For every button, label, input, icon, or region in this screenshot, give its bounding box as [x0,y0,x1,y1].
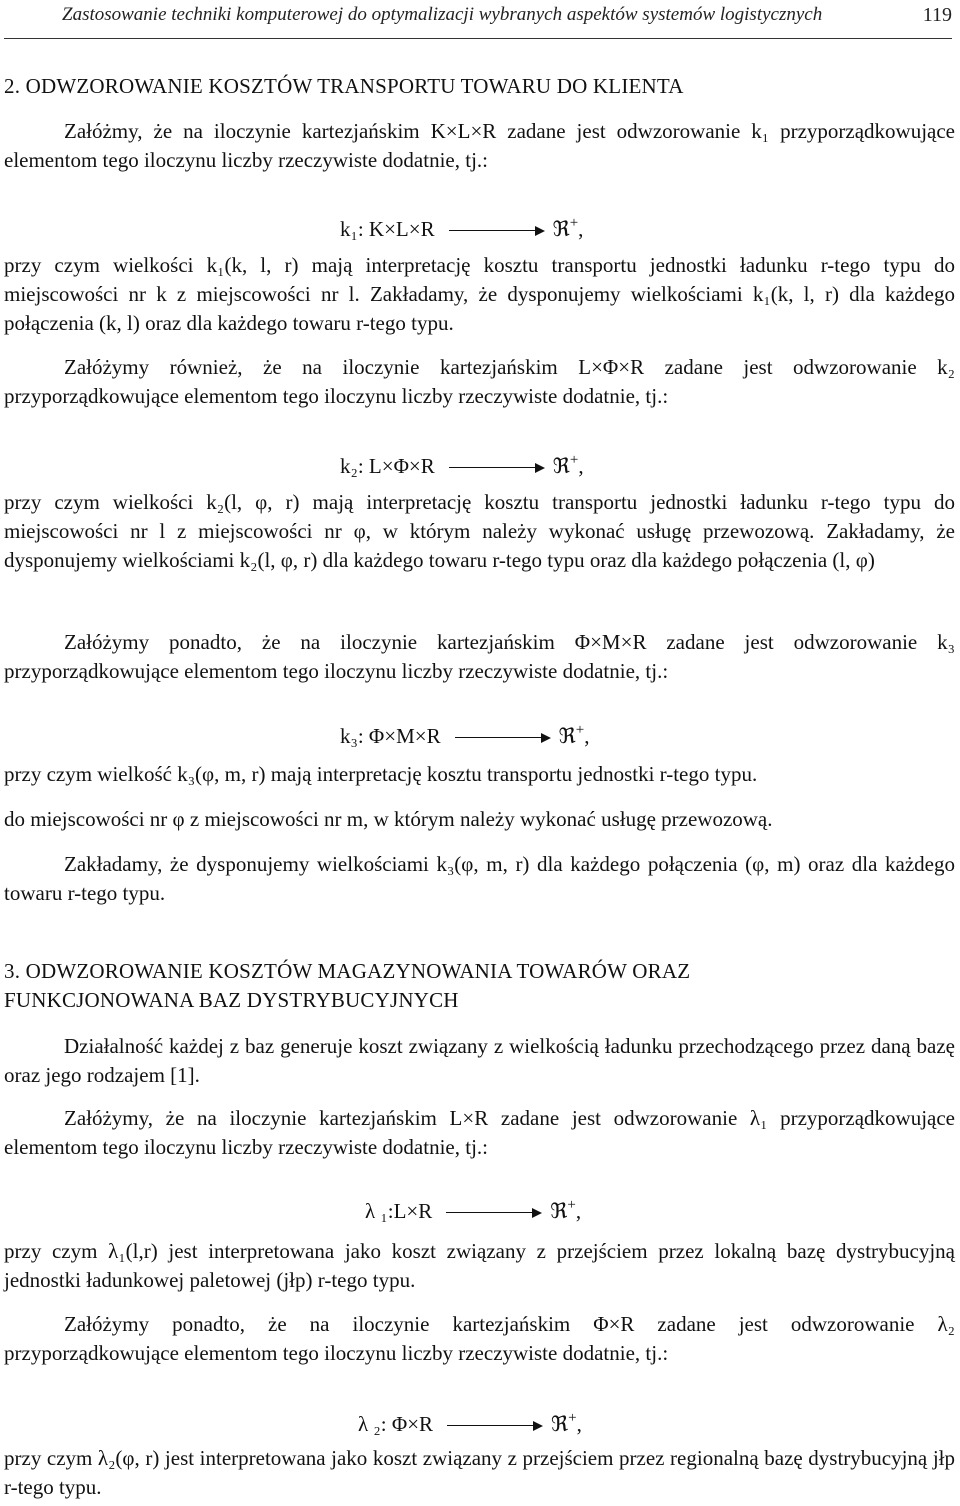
section-3-title-line-2: FUNKCJONOWANA BAZ DYSTRYBUCYJNYCH [4,988,459,1012]
arrow-icon [446,1207,542,1219]
s2-paragraph-4: przy czym wielkości k₂(l, φ, r) mają interpretację kosztu transportu jednostki ładunku r-tego typu do miejscowości nr l z miejscowości nr φ, w którym należy wykonać usługę przewozową. Zakładamy, że dysponujemy wielkościami k₂(l, φ, r) dla każdego towaru r-tego typu oraz dla każdego połączenia (l, φ) [4,490,955,572]
section-2-title: 2. ODWZOROWANIE KOSZTÓW TRANSPORTU TOWARU DO KLIENTA [4,74,684,98]
s3-paragraph-3: przy czym λ₁(l,r) jest interpretowana jako koszt związany z przejściem przez lokalną bazę dystrybucyjną jednostki ładunkowej paletowej (jłp) r-tego typu. [4,1239,955,1292]
s3-paragraph-2: Załóżymy, że na iloczynie kartezjańskim L×R zadane jest odwzorowanie λ₁ przyporządkowujące elementom tego iloczynu liczby rzeczywiste dodatnie, tj.: [4,1106,955,1159]
formula-sup: + [569,452,579,468]
s3-paragraph-4: Załóżymy ponadto, że na iloczynie kartezjańskim Φ×R zadane jest odwzorowanie λ₂ przyporządkowujące elementom tego iloczynu liczby rzeczywiste dodatnie, tj.: [4,1312,955,1365]
formula-sup: + [567,1197,576,1213]
arrow-icon [449,225,545,237]
s2-paragraph-5: Załóżymy ponadto, że na iloczynie kartezjańskim Φ×M×R zadane jest odwzorowanie k₃ przyporządkowujące elementom tego iloczynu liczby rzeczywiste dodatnie, tj.: [4,630,955,683]
formula-lhs: λ ₁:L×R [365,1199,433,1223]
formula-tail: , [584,724,590,748]
formula-sup: + [568,1410,577,1426]
s3-formula-lambda1 [365,1191,581,1226]
s2-paragraph-8: Zakładamy, że dysponujemy wielkościami k₃(φ, m, r) dla każdego połączenia (φ, m) oraz dla każdego towaru r-tego typu. [4,852,955,905]
s3-paragraph-1: Działalność każdej z baz generuje koszt związany z wielkością ładunku przechodzącego przez daną bazę oraz jego rodzajem [1]. [4,1034,955,1087]
s2-paragraph-6: przy czym wielkość k₃(φ, m, r) mają interpretację kosztu transportu jednostki r-tego typu. [4,762,758,786]
arrow-icon [455,732,551,744]
formula-rhs: ℜ [558,724,576,748]
running-title: Zastosowanie techniki komputerowej do optymalizacji wybranych aspektów systemów logistycznych [62,4,823,25]
s2-paragraph-2: przy czym wielkości k₁(k, l, r) mają interpretację kosztu transportu jednostki ładunku r-tego typu do miejscowości nr k z miejscowości nr l. Zakładamy, że dysponujemy wielkościami k₁(k, l, r) dla każdego połączenia (k, l) oraz dla każdego towaru r-tego typu. [4,253,955,335]
formula-lhs: k₃: Φ×M×R [340,724,441,748]
s2-formula-k3 [340,716,589,751]
formula-sup: + [575,722,585,738]
s2-paragraph-1: Załóżmy, że na iloczynie kartezjańskim K×L×R zadane jest odwzorowanie k₁ przyporządkowujące elementom tego iloczynu liczby rzeczywiste dodatnie, tj.: [4,119,955,172]
formula-rhs: ℜ [550,1199,568,1223]
formula-rhs: ℜ [552,217,570,241]
arrow-icon [447,1420,543,1432]
formula-tail: , [578,217,584,241]
header-rule [4,38,952,39]
s3-formula-lambda2 [358,1404,582,1439]
s2-paragraph-3: Załóżymy również, że na iloczynie kartezjańskim L×Φ×R zadane jest odwzorowanie k₂ przyporządkowujące elementom tego iloczynu liczby rzeczywiste dodatnie, tj.: [4,355,955,408]
s3-paragraph-5: przy czym λ₂(φ, r) jest interpretowana jako koszt związany z przejściem przez regionalną bazę dystrybucyjną jłp r-tego typu. [4,1446,955,1499]
page-number: 119 [922,4,952,26]
section-3-title-line-1: 3. ODWZOROWANIE KOSZTÓW MAGAZYNOWANIA TOWARÓW ORAZ [4,959,691,983]
formula-rhs: ℜ [552,454,570,478]
running-header [62,4,952,26]
formula-lhs: λ ₂: Φ×R [358,1412,434,1436]
formula-sup: + [569,215,579,231]
formula-tail: , [578,454,584,478]
formula-lhs: k₁: K×L×R [340,217,435,241]
formula-rhs: ℜ [551,1412,569,1436]
arrow-icon [449,462,545,474]
formula-lhs: k₂: L×Φ×R [340,454,435,478]
s2-formula-k2 [340,446,584,481]
s2-paragraph-7: do miejscowości nr φ z miejscowości nr m, w którym należy wykonać usługę przewozową. [4,807,773,831]
formula-tail: , [575,1199,582,1223]
formula-tail: , [576,1412,582,1436]
s2-formula-k1 [340,209,583,244]
